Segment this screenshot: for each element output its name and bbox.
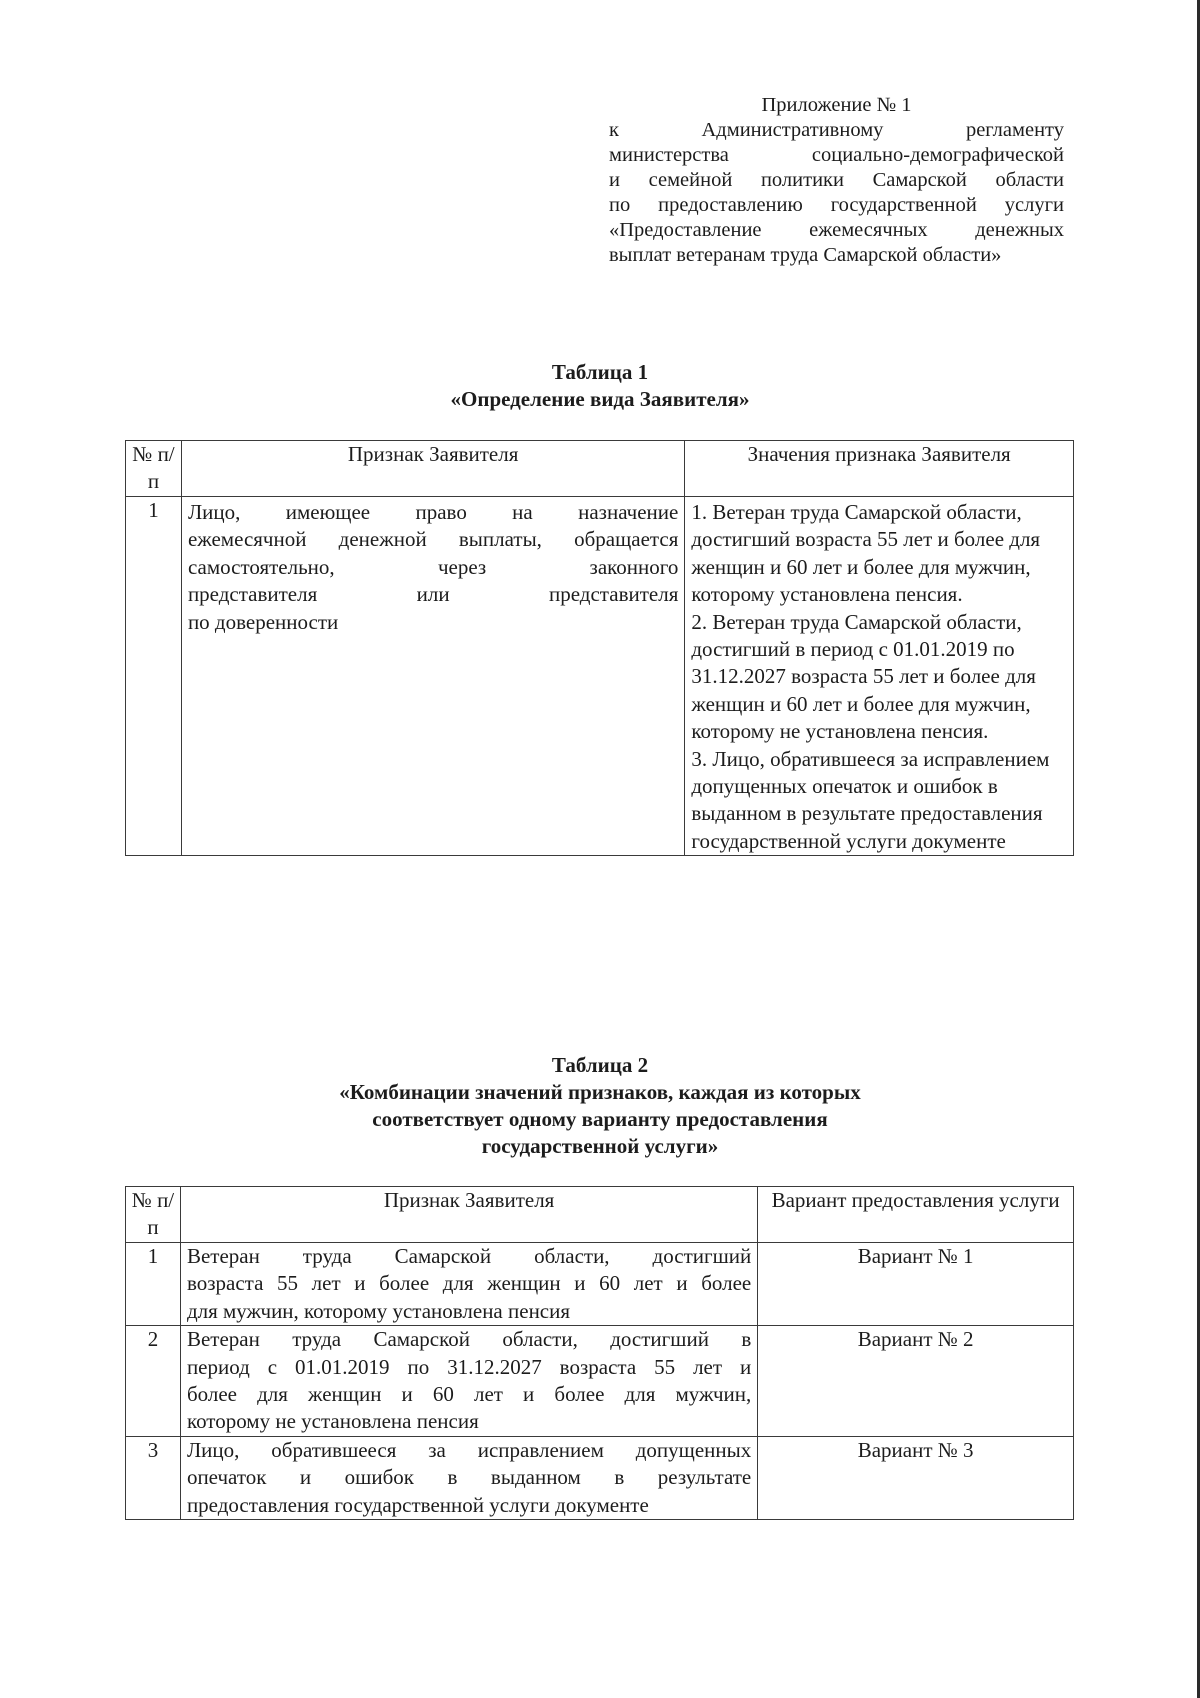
value-item: 1. Ветеран труда Самарской области, достигший возраста 55 лет и более для женщин и 60 лет и более для мужчин, которому установлена пенсия.	[691, 500, 1041, 607]
table1-subtitle: «Определение вида Заявителя»	[450, 387, 750, 411]
value-item: 2. Ветеран труда Самарской области, достигший в период с 01.01.2019 по 31.12.2027 возраста 55 лет и более для женщин и 60 лет и более для мужчин, которому не установлена пенсия.	[691, 609, 1036, 744]
table1-header-num: № п/п	[126, 441, 182, 497]
table1-title: Таблица 1	[551, 360, 649, 384]
table-row	[126, 1436, 1074, 1519]
table2-row-num: 1	[126, 1243, 181, 1326]
table2-title: Таблица 2	[551, 1053, 649, 1077]
table2-header-feature: Признак Заявителя	[180, 1187, 757, 1243]
table1-row-num: 1	[126, 497, 182, 856]
table1-header-values: Значения признака Заявителя	[685, 441, 1074, 497]
table-row	[126, 1326, 1074, 1437]
feature-line: представителя или представителя	[187, 582, 679, 607]
table2-row-variant: Вариант № 3	[758, 1436, 1074, 1519]
table2-header-row	[126, 1187, 1074, 1243]
feature-line: опечаток и ошибок в выданном в результате	[186, 1465, 752, 1490]
table2-subtitle-line: государственной услуги»	[481, 1134, 719, 1158]
appendix-line: по предоставлению государственной услуги	[609, 194, 1064, 216]
table-row	[126, 497, 1074, 856]
feature-line: для мужчин, которому установлена пенсия	[186, 1298, 571, 1323]
table1-row-feature	[181, 497, 684, 856]
table2-subtitle-line: «Комбинации значений признаков, каждая из которых	[339, 1080, 861, 1104]
feature-line: ежемесячной денежной выплаты, обращается	[187, 527, 679, 552]
table2-row-num: 3	[126, 1436, 181, 1519]
feature-line: период с 01.01.2019 по 31.12.2027 возраста 55 лет и	[186, 1354, 752, 1379]
feature-line: Ветеран труда Самарской области, достигший	[186, 1244, 752, 1268]
feature-line: Лицо, имеющее право на назначение	[187, 500, 679, 524]
table2-row-feature	[180, 1326, 757, 1437]
feature-line: предоставления государственной услуги документе	[186, 1492, 649, 1517]
table2-header-variant: Вариант предоставления услуги	[758, 1187, 1074, 1243]
appendix-heading: Приложение № 1	[761, 94, 912, 116]
feature-line: Ветеран труда Самарской области, достигший в	[186, 1327, 752, 1352]
feature-line: возраста 55 лет и более для женщин и 60 лет и более	[186, 1271, 752, 1296]
feature-line: более для женщин и 60 лет и более для мужчин,	[186, 1382, 752, 1407]
table1	[125, 440, 1074, 856]
appendix-line: «Предоставление ежемесячных денежных	[609, 219, 1064, 241]
feature-line: Лицо, обратившееся за исправлением допущенных	[186, 1437, 752, 1462]
table1-header-row	[126, 441, 1074, 497]
feature-line: по доверенности	[187, 609, 339, 634]
appendix-line: к Административному регламенту	[609, 119, 1064, 141]
table1-row-values	[685, 497, 1074, 856]
appendix-line: выплат ветеранам труда Самарской области»	[609, 244, 1002, 266]
table1-header-feature: Признак Заявителя	[181, 441, 684, 497]
table2-row-variant: Вариант № 2	[758, 1326, 1074, 1437]
table2	[125, 1186, 1074, 1520]
table-row	[126, 1243, 1074, 1326]
table2-row-num: 2	[126, 1326, 181, 1437]
feature-line: самостоятельно, через законного	[187, 554, 679, 579]
table2-header-num: № п/п	[126, 1187, 181, 1243]
table2-row-feature	[180, 1243, 757, 1326]
feature-line: которому не установлена пенсия	[186, 1409, 479, 1434]
table2-row-variant: Вариант № 1	[758, 1243, 1074, 1326]
table2-subtitle-line: соответствует одному варианту предоставления	[372, 1107, 828, 1131]
appendix-line: министерства социально-демографической	[609, 144, 1064, 166]
value-item: 3. Лицо, обратившееся за исправлением допущенных опечаток и ошибок в выданном в результате предоставления государственной услуги документе	[691, 746, 1050, 853]
appendix-line: и семейной политики Самарской области	[609, 169, 1064, 191]
appendix-header	[609, 93, 1064, 268]
table2-row-feature	[180, 1436, 757, 1519]
